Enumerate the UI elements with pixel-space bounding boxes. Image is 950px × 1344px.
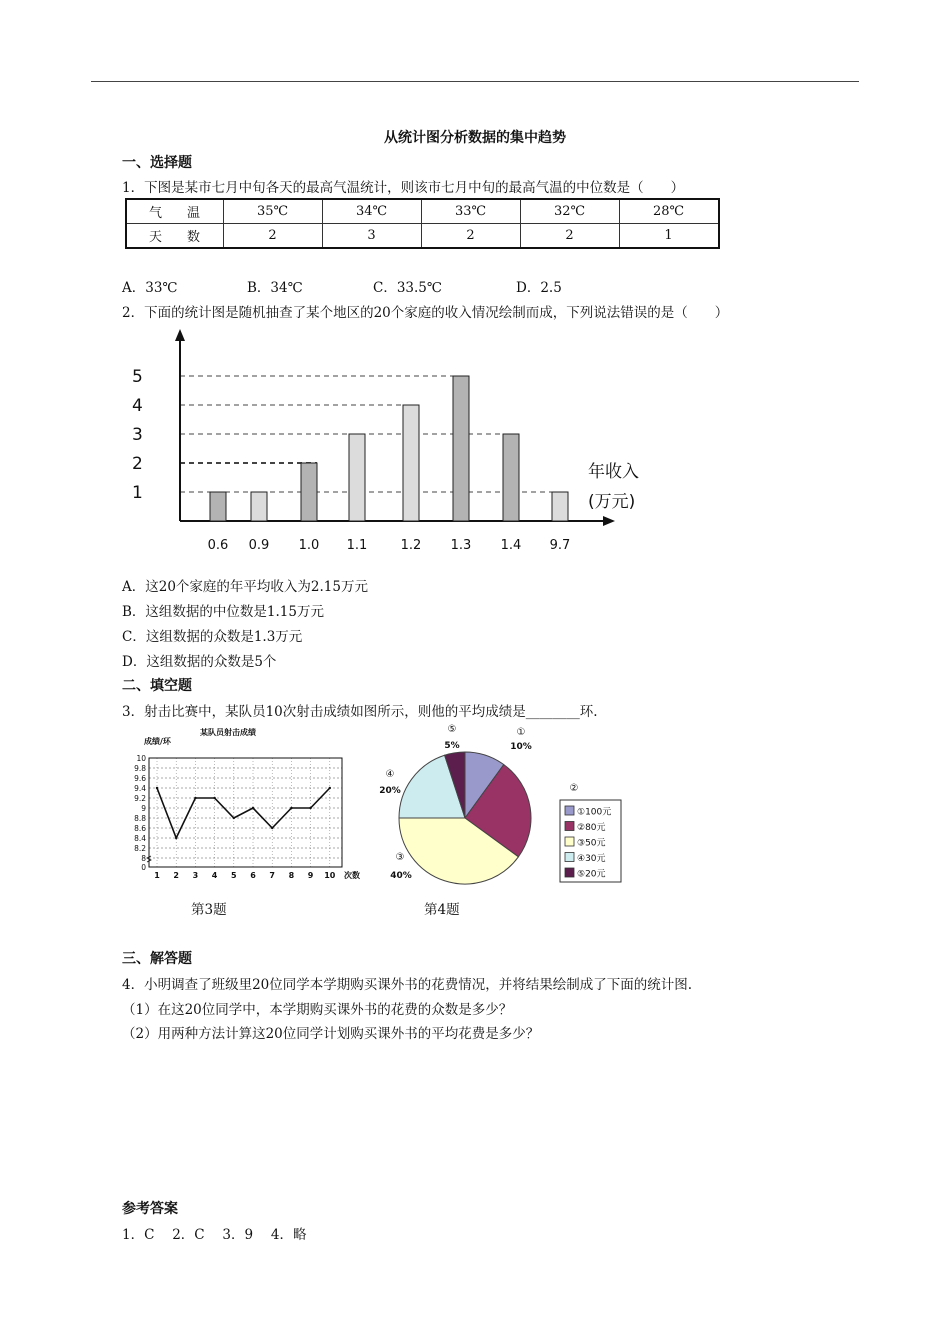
slice-marker: ④ — [385, 769, 395, 780]
figure-caption-3: 第3题 — [191, 902, 227, 918]
slice-pct-label: 20% — [379, 786, 401, 796]
table-cell: 1 — [619, 224, 719, 249]
y-tick-label: 9.4 — [134, 784, 146, 793]
y-tick-label: 8 — [141, 854, 146, 863]
data-point — [329, 787, 331, 789]
x-tick-label: 1.4 — [500, 538, 522, 553]
legend-label: ⑤20元 — [577, 869, 606, 880]
data-point — [156, 787, 158, 789]
x-tick-label: 0.9 — [248, 538, 270, 553]
q1-option-b: B．34℃ — [247, 280, 303, 296]
table-cell: 2 — [421, 224, 520, 249]
page-title: 从统计图分析数据的集中趋势 — [384, 130, 566, 146]
y-tick-label: 1 — [132, 483, 143, 503]
x-tick-label: 9.7 — [549, 538, 571, 553]
y-tick-label: 0 — [141, 863, 146, 872]
series-line — [157, 788, 330, 838]
slice-marker: ① — [516, 727, 526, 738]
q2-option-d: D．这组数据的众数是5个 — [122, 654, 277, 670]
answers-text: 1．C 2．C 3．9 4．略 — [122, 1227, 307, 1243]
x-tick-label: 2 — [173, 871, 179, 880]
x-tick-label: 4 — [211, 871, 218, 880]
y-tick-label: 5 — [132, 367, 143, 387]
q4-sub1: （1）在这20位同学中，本学期购买课外书的花费的众数是多少？ — [122, 1002, 513, 1018]
table-cell: 34℃ — [322, 199, 421, 224]
q1-stem: 1．下图是某市七月中旬各天的最高气温统计，则该市七月中旬的最高气温的中位数是（ ） — [122, 180, 685, 196]
y-tick-label: 8.2 — [134, 844, 146, 853]
legend-label: ②80元 — [577, 823, 606, 833]
q1-option-a: A．33℃ — [122, 280, 178, 296]
section-fill: 二、填空题 — [122, 678, 192, 694]
y-tick-label: 9 — [141, 804, 146, 813]
slice-marker: ② — [569, 783, 579, 794]
bar — [349, 434, 365, 521]
legend-label: ③50元 — [577, 838, 606, 849]
y-tick-label: 8.6 — [134, 824, 146, 833]
data-point — [290, 807, 292, 809]
x-axis-unit: (万元) — [588, 492, 636, 512]
q2-option-c: C．这组数据的众数是1.3万元 — [122, 629, 303, 645]
q2-option-a: A．这20个家庭的年平均收入为2.15万元 — [122, 579, 368, 595]
q2-stem: 2．下面的统计图是随机抽查了某个地区的20个家庭的收入情况绘制而成，下列说法错误的是（ ） — [122, 305, 729, 321]
temperature-table — [125, 198, 720, 249]
data-point — [175, 837, 177, 839]
legend-swatch — [565, 868, 574, 877]
header-rule — [91, 81, 859, 82]
x-tick-label: 3 — [192, 871, 199, 880]
table-header-cell: 气 温 — [126, 199, 223, 224]
legend-label: ④30元 — [577, 854, 606, 864]
legend-swatch — [565, 806, 574, 815]
spending-pie-chart — [370, 720, 630, 888]
table-cell: 3 — [322, 224, 421, 249]
table-cell: 32℃ — [520, 199, 619, 224]
table-cell: 33℃ — [421, 199, 520, 224]
q1-option-d: D．2.5 — [516, 280, 562, 296]
bar — [251, 492, 267, 521]
x-tick-label: 1.1 — [346, 538, 368, 553]
x-tick-label: 5 — [231, 871, 237, 880]
x-tick-label: 6 — [250, 871, 256, 880]
y-axis-arrow — [175, 329, 185, 341]
q4-stem: 4．小明调查了班级里20位同学本学期购买课外书的花费情况，并将结果绘制成了下面的统计图. — [122, 977, 693, 993]
q3-stem: 3．射击比赛中，某队员10次射击成绩如图所示，则他的平均成绩是________环. — [122, 704, 598, 720]
x-axis-label: 年收入 — [588, 462, 639, 482]
chart-title: 某队员射击成绩 — [200, 728, 256, 737]
bar — [301, 463, 317, 521]
y-axis-label: 成绩/环 — [144, 737, 171, 746]
bar — [403, 405, 419, 521]
x-tick-label: 9 — [307, 871, 314, 880]
y-tick-label: 8.4 — [134, 834, 146, 843]
y-tick-label: 10 — [136, 754, 146, 763]
x-tick-label: 1.2 — [400, 538, 422, 553]
y-tick-label: 2 — [132, 454, 143, 474]
x-tick-label: 1.3 — [450, 538, 472, 553]
slice-pct-label: 40% — [390, 871, 412, 881]
section-choice: 一、选择题 — [122, 155, 192, 171]
slice-marker: ⑤ — [447, 724, 457, 735]
slice-marker: ③ — [395, 852, 405, 863]
table-header-cell: 天 数 — [126, 224, 223, 249]
data-point — [271, 827, 273, 829]
data-point — [252, 807, 254, 809]
x-axis-arrow — [603, 516, 615, 526]
x-tick-label: 10 — [324, 871, 336, 880]
bar — [552, 492, 568, 521]
x-tick-label: 0.6 — [207, 538, 229, 553]
x-tick-label: 8 — [288, 871, 295, 880]
table-cell: 35℃ — [223, 199, 322, 224]
shooting-line-chart — [120, 722, 370, 887]
x-tick-label: 1 — [154, 871, 160, 880]
y-tick-label: 8.8 — [134, 814, 146, 823]
x-axis-label: 次数 — [344, 871, 360, 880]
x-tick-label: 1.0 — [298, 538, 320, 553]
legend-swatch — [565, 822, 574, 831]
legend-label: ①100元 — [577, 807, 612, 818]
bar — [210, 492, 226, 521]
legend-swatch — [565, 853, 574, 862]
slice-pct-label: 5% — [444, 741, 460, 751]
x-tick-label: 7 — [269, 871, 275, 880]
legend-swatch — [565, 837, 574, 846]
section-answer: 三、解答题 — [122, 951, 192, 967]
slice-pct-label: 10% — [510, 742, 532, 752]
data-point — [309, 807, 311, 809]
data-point — [213, 797, 215, 799]
y-tick-label: 9.6 — [134, 774, 146, 783]
income-bar-chart — [115, 325, 639, 560]
y-tick-label: 4 — [132, 396, 143, 416]
data-point — [194, 797, 196, 799]
y-tick-label: 9.8 — [134, 764, 146, 773]
table-cell: 2 — [223, 224, 322, 249]
table-row — [126, 224, 719, 249]
q4-sub2: （2）用两种方法计算这20位同学计划购买课外书的平均花费是多少？ — [122, 1026, 540, 1042]
table-cell: 28℃ — [619, 199, 719, 224]
bar — [453, 376, 469, 521]
y-tick-label: 3 — [132, 425, 143, 445]
q1-option-c: C．33.5℃ — [373, 280, 442, 296]
y-tick-label: 9.2 — [134, 794, 146, 803]
bar — [503, 434, 519, 521]
figure-caption-4: 第4题 — [424, 902, 460, 918]
table-cell: 2 — [520, 224, 619, 249]
q2-option-b: B．这组数据的中位数是1.15万元 — [122, 604, 324, 620]
table-row — [126, 199, 719, 224]
data-point — [233, 817, 235, 819]
answers-heading: 参考答案 — [122, 1201, 178, 1217]
